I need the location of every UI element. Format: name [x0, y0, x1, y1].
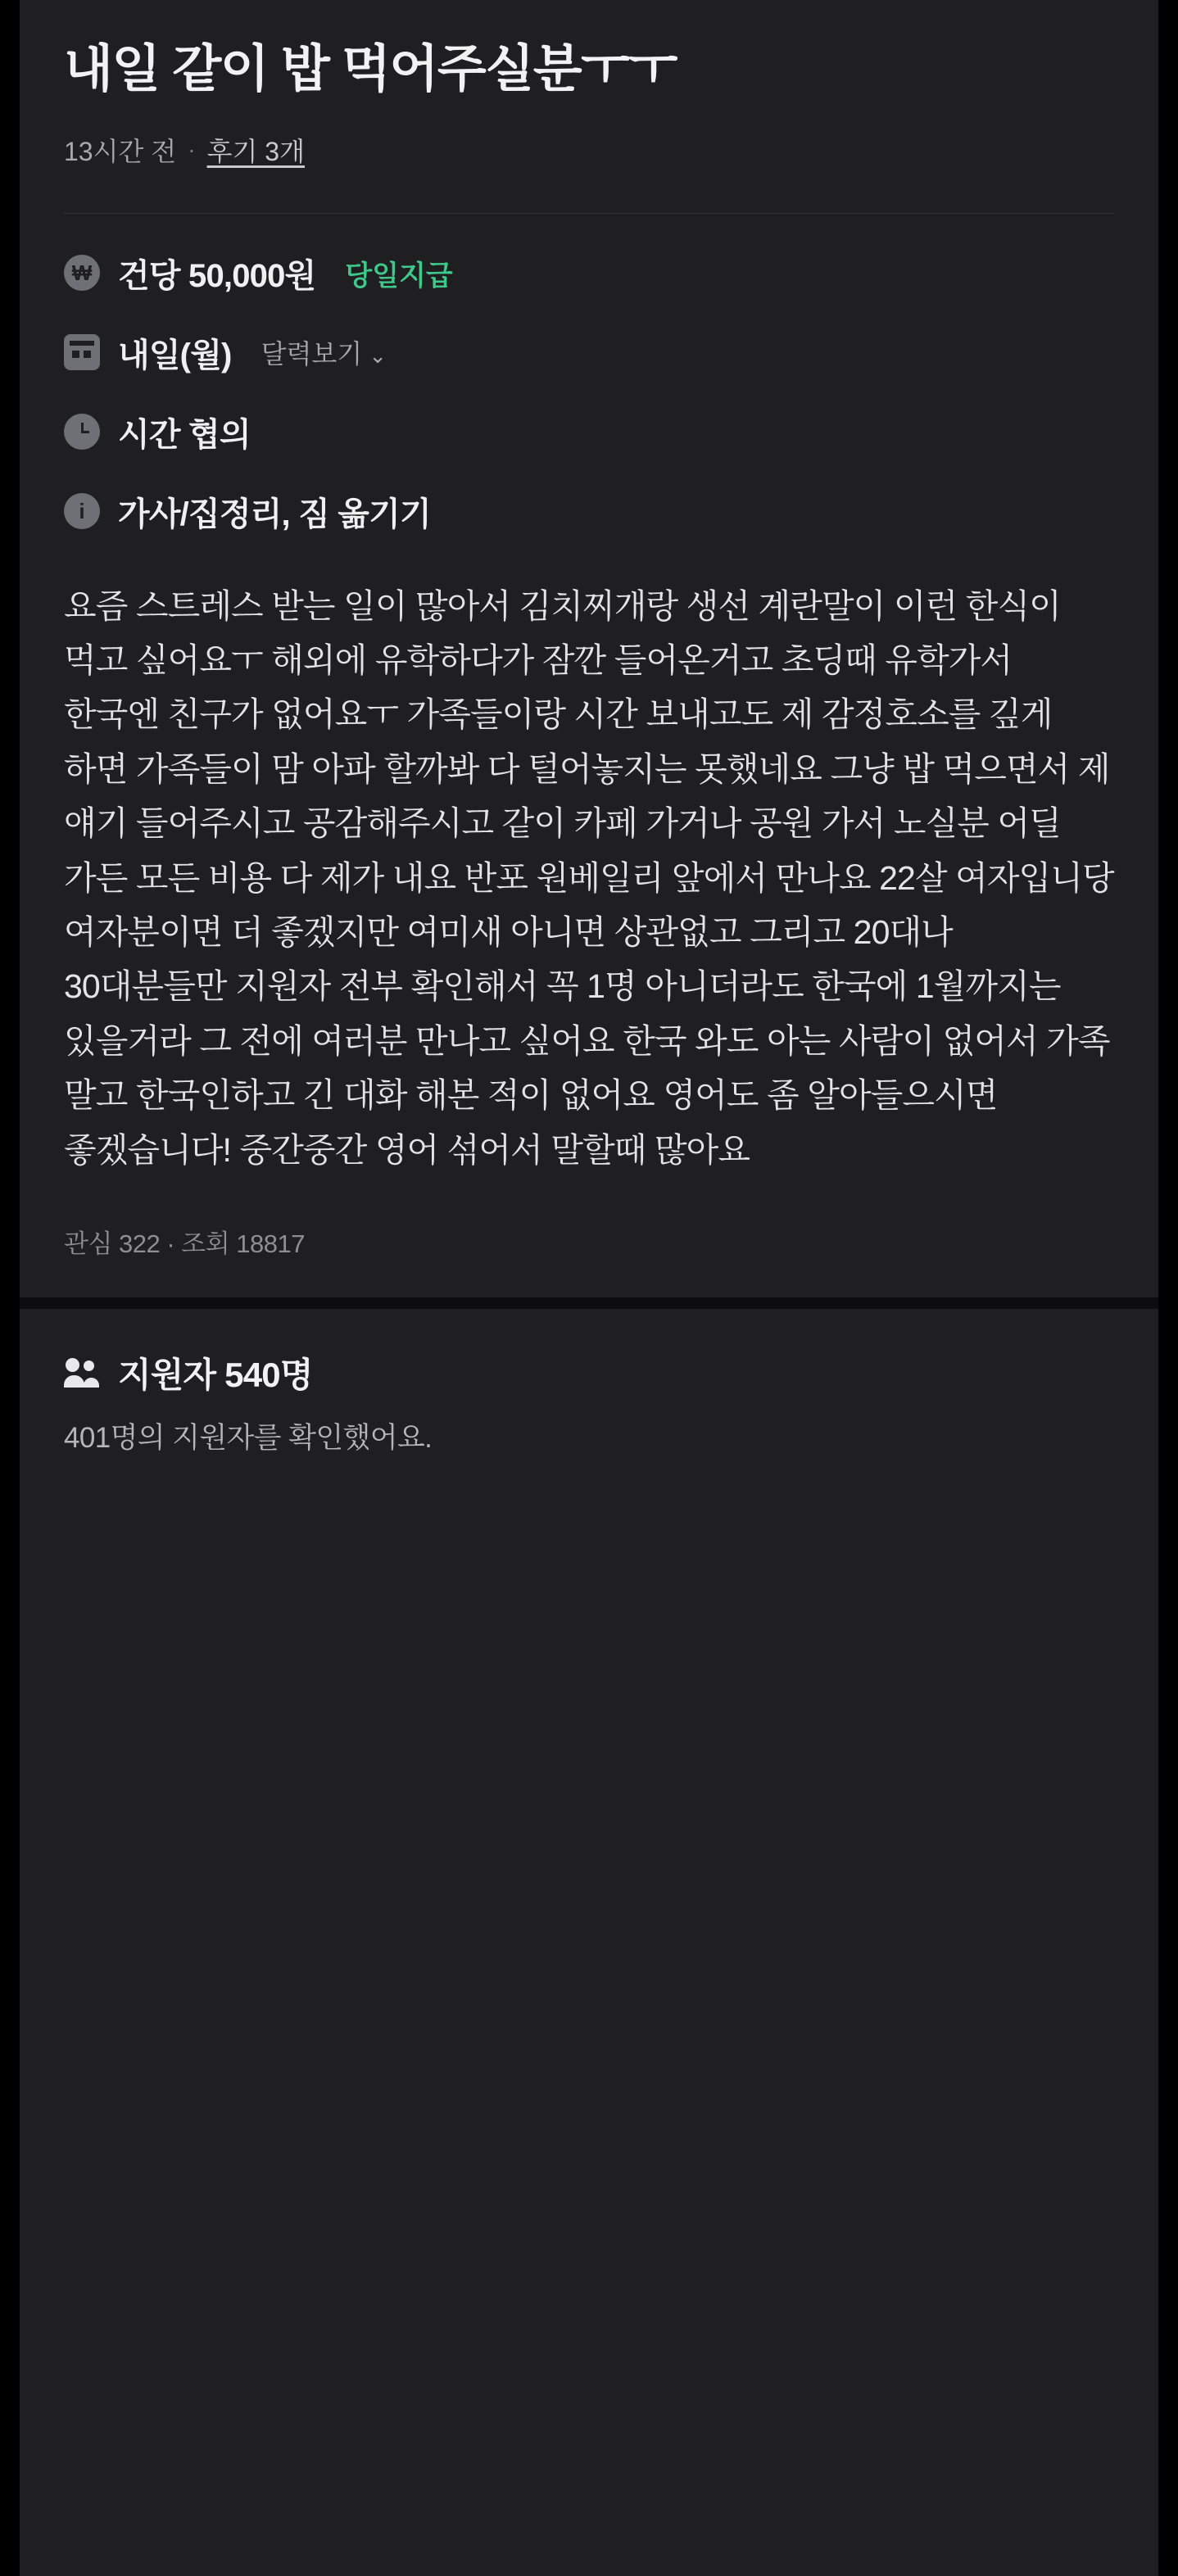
- applicants-checked-text: 401명의 지원자를 확인했어요.: [64, 1421, 433, 1454]
- right-edge-rail: [1158, 0, 1178, 2576]
- info-row-date: [64, 329, 1114, 376]
- applicants-section[interactable]: [64, 1309, 1114, 1456]
- work-category: 가사/집정리, 짐 옮기기: [118, 496, 431, 532]
- info-row-category: [64, 488, 1114, 535]
- applicants-header: [64, 1348, 1114, 1397]
- clock-icon: [64, 414, 100, 450]
- calendar-view-label: 달력보기: [261, 339, 363, 369]
- post-detail-content: [20, 0, 1158, 2576]
- post-stats: 관심 322 · 조회 18817: [64, 1229, 305, 1258]
- page-title: 내일 같이 밥 먹어주실분ㅜㅜ: [64, 41, 677, 97]
- post-description: 요즘 스트레스 받는 일이 많아서 김치찌개랑 생선 계란말이 이런 한식이 먹고 싶어요ㅜ 해외에 유학하다가 잠깐 들어온거고 초딩때 유학가서 한국엔 친구가 없어요ㅜ 가족들이랑 시간 보내고도 제 감정호소를 깊게 하면 가족들이 맘 아파 할까봐 다 털어놓지는 못했네요 그냥 밥 먹으면서 제 얘기 들어주시고 공감해주시고 같이 카페 가거나 공원 가서 노실분 어딜 가든 모든 비용 다 제가 내요 반포 원베일리 앞에서 만나요 22살 여자입니당 여자분이면 더 좋겠지만 여미새 아니면 상관없고 그리고 20대나 30대분들만 지원자 전부 확인해서 꼭 1명 아니더라도 한국에 1월까지는 있을거라 그 전에 여러분 만나고 싶어요 한국 와도 아는 사람이 없어서 가족 말고 한국인하고 긴 대화 해본 적이 없어요 영어도 좀 알아들으시면 좋겠습니다! 중간중간 영어 섞어서 말할때 많아요: [64, 586, 1123, 1169]
- meta-separator: ·: [188, 136, 196, 162]
- job-info-list: [64, 214, 1114, 535]
- info-row-pay: [64, 250, 1114, 297]
- info-row-time: [64, 409, 1114, 455]
- info-icon: i: [64, 493, 100, 529]
- pay-amount: 건당 50,000원: [118, 257, 316, 294]
- work-time: 시간 협의: [118, 416, 251, 453]
- calendar-icon: [64, 334, 100, 370]
- calendar-view-link[interactable]: [261, 333, 387, 371]
- reviews-link[interactable]: 후기 3개: [206, 136, 305, 166]
- same-day-pay-badge: 당일지급: [345, 260, 453, 292]
- work-date: 내일(월): [118, 337, 232, 373]
- chevron-down-icon: ⌄: [369, 343, 387, 368]
- post-meta: [64, 131, 1114, 169]
- applicants-count: 지원자 540명: [118, 1355, 313, 1394]
- post-time-ago: 13시간 전: [64, 136, 177, 166]
- won-coin-icon: ₩: [64, 255, 100, 291]
- left-edge-rail: [0, 0, 20, 2576]
- people-icon: [64, 1356, 102, 1389]
- section-divider: [20, 1297, 1158, 1309]
